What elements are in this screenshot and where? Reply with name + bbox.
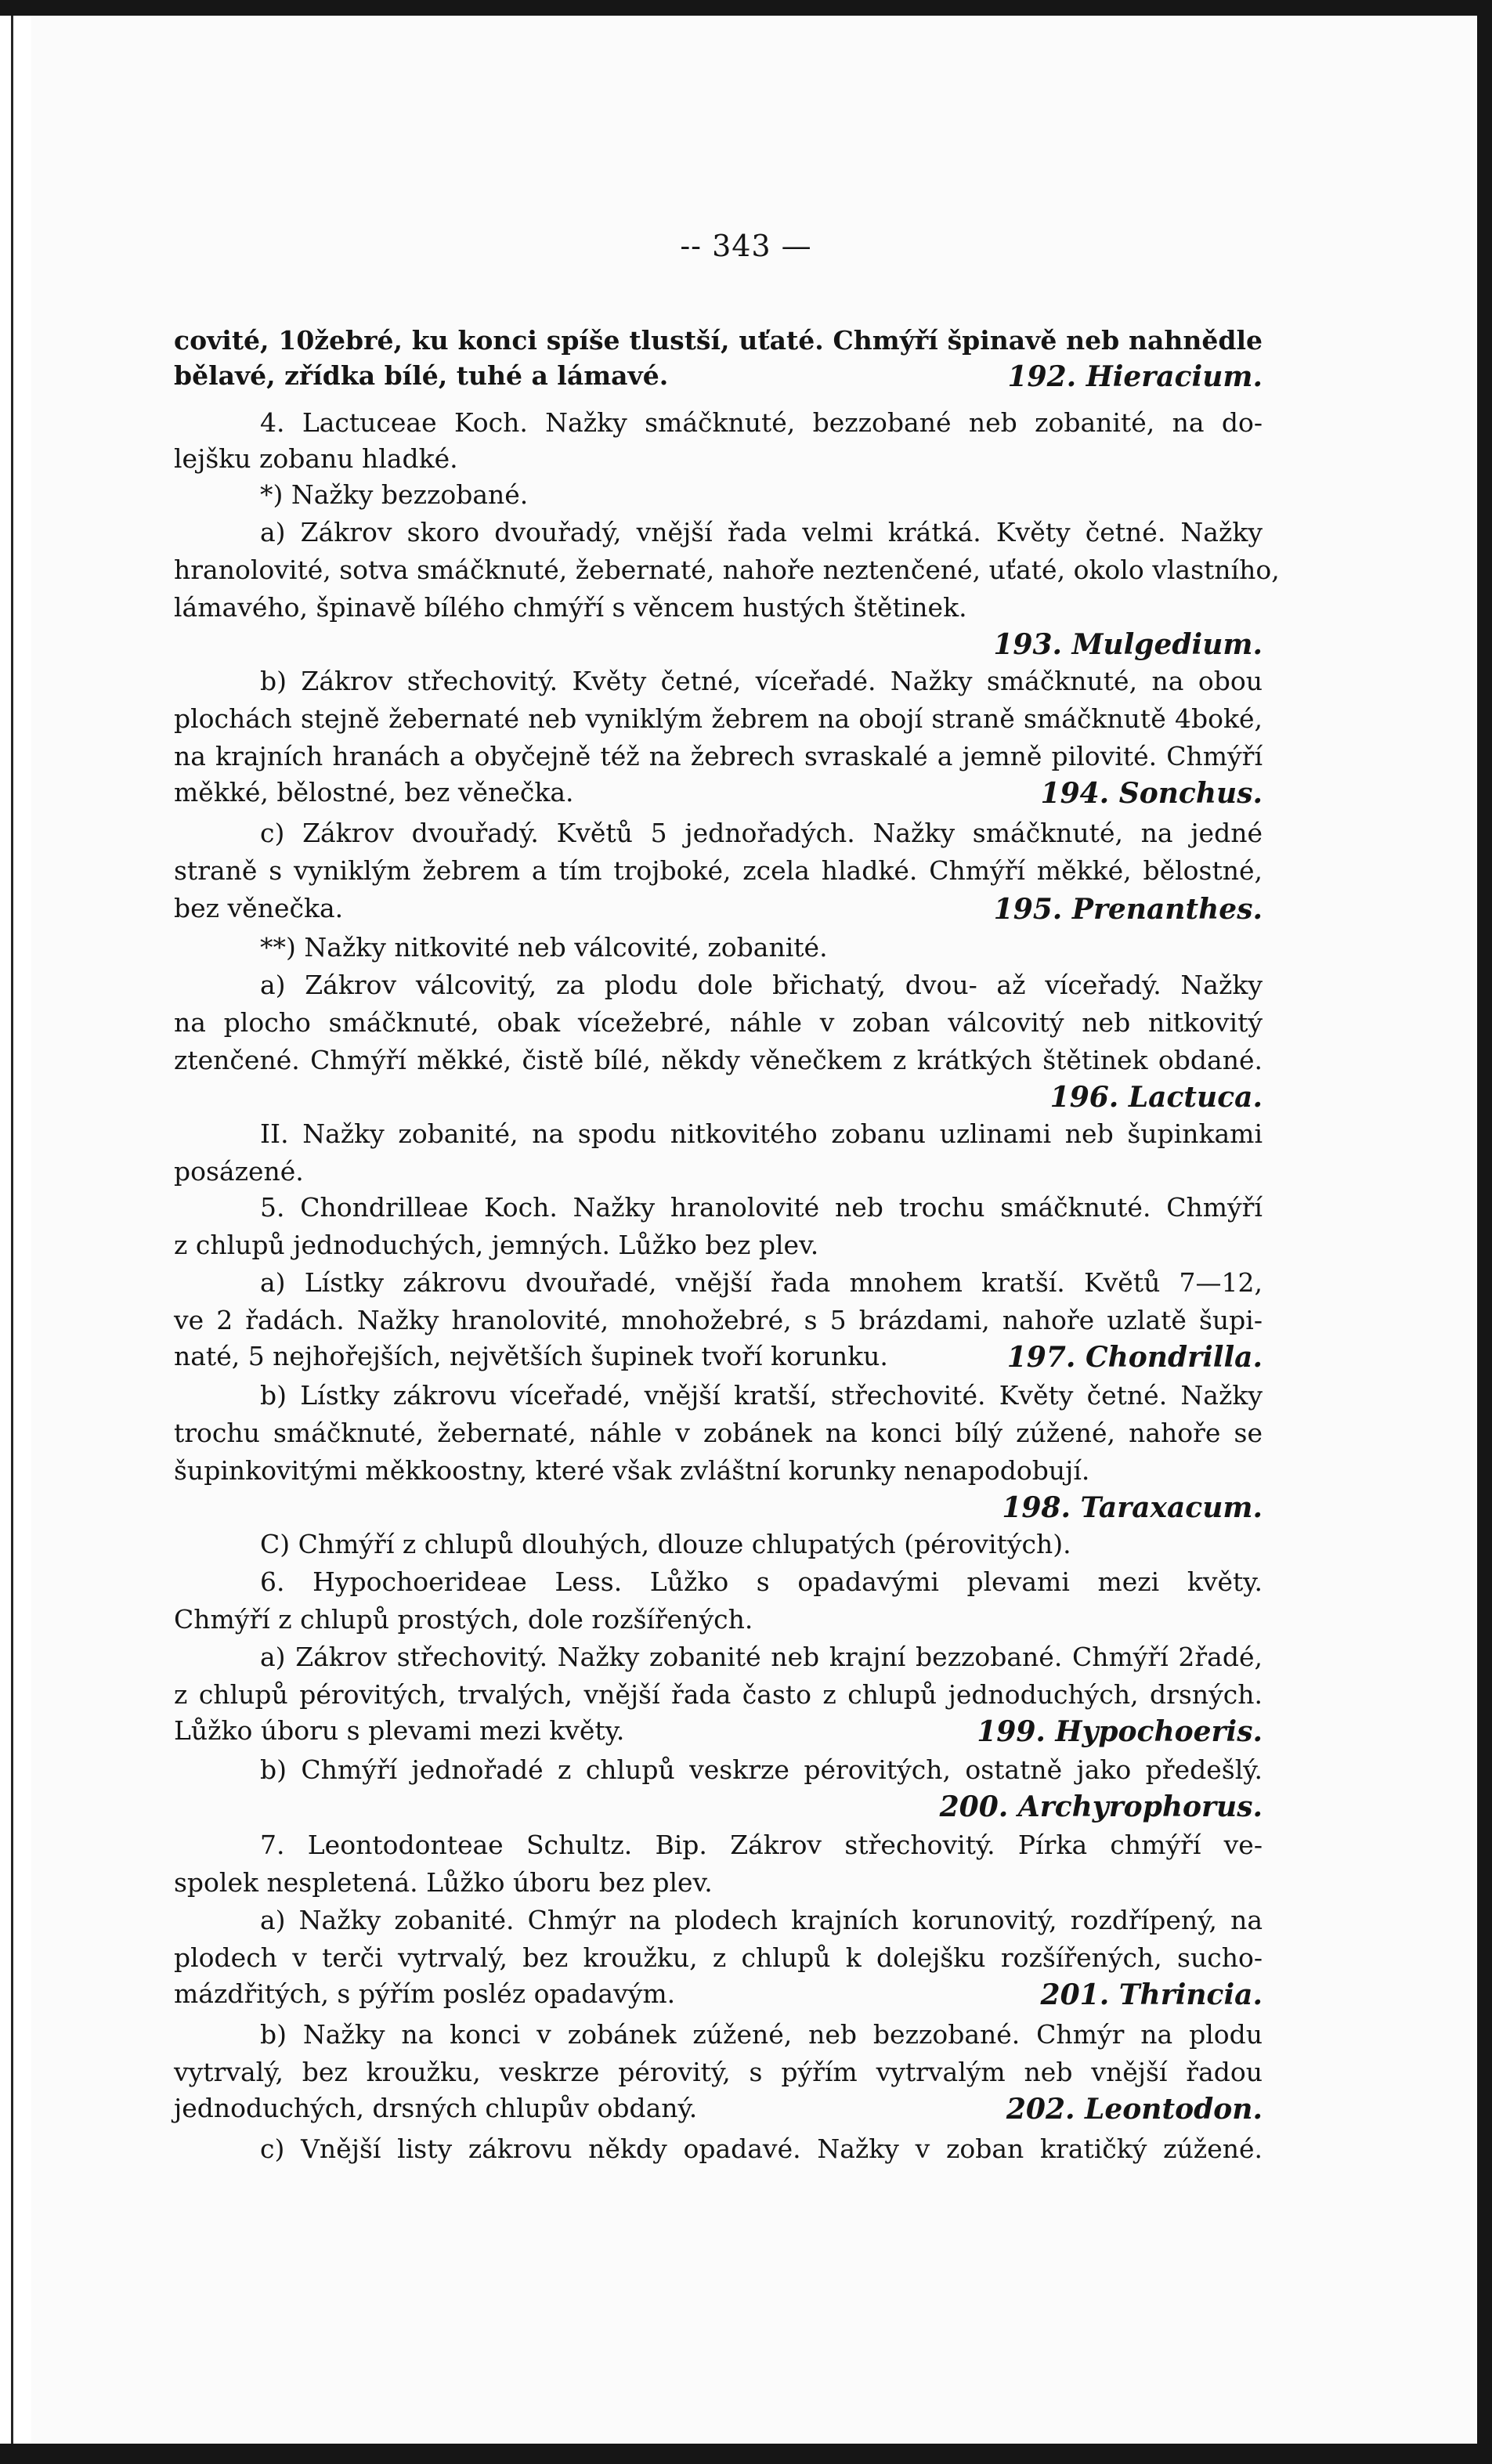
text-line: *) Nažky bezzobané.: [260, 479, 529, 510]
scan-edge-bottom: [0, 2444, 1492, 2464]
text-line: C) Chmýří z chlupů dlouhých, dlouze chlupatých (pérovitých).: [260, 1529, 1071, 1559]
text-line: lejšku zobanu hladké.: [174, 443, 458, 474]
genus-heading: 192. Hieracium.: [1007, 360, 1263, 393]
text-line: vytrvalý, bez kroužku, veskrze pérovitý, s pýřím vytrvalým neb vnější řadou: [174, 2057, 1263, 2087]
page-number: -- 343 —: [680, 229, 812, 263]
text-line: [174, 777, 1263, 808]
genus-heading: 197. Chondrilla.: [1006, 1341, 1263, 1374]
genus-heading: 202. Leontodon.: [1006, 2093, 1263, 2126]
genus-heading: 194. Sonchus.: [1040, 777, 1263, 810]
text-line: ztenčené. Chmýří měkké, čistě bílé, někdy věnečkem z krátkých štětinek obdané.: [174, 1045, 1263, 1075]
genus-heading: 195. Prenanthes.: [993, 893, 1263, 926]
text-line: spolek nespletená. Lůžko úboru bez plev.: [174, 1867, 713, 1898]
text-line: a) Zákrov střechovitý. Nažky zobanité neb krajní bezzobané. Chmýří 2řadé,: [260, 1642, 1263, 1672]
text-line: 4. Lactuceae Koch. Nažky smáčknuté, bezzobané neb zobanité, na do-: [260, 407, 1263, 438]
text-line: šupinkovitými měkkoostny, které však zvláštní korunky nenapodobují.: [174, 1455, 1090, 1486]
text-line: [174, 2093, 1263, 2124]
text-line: c) Vnější listy zákrovu někdy opadavé. Nažky v zoban kratičký zúžené.: [260, 2133, 1263, 2164]
text-line-part: naté, 5 nejhořejších, největších šupinek tvoří korunku.: [174, 1341, 888, 1371]
text-line: II. Nažky zobanité, na spodu nitkovitého zobanu uzlinami neb šupinkami: [260, 1118, 1263, 1149]
text-line-part: bělavé, zřídka bílé, tuhé a lámavé.: [174, 360, 669, 391]
text-line-part: měkké, bělostné, bez věnečka.: [174, 777, 574, 807]
scan-edge-right: [1477, 0, 1492, 2464]
text-line: [174, 1715, 1263, 1747]
genus-heading: 198. Taraxacum.: [1002, 1491, 1263, 1524]
text-line: a) Zákrov skoro dvouřadý, vnější řada velmi krátká. Květy četné. Nažky: [260, 517, 1263, 547]
text-line: na plocho smáčknuté, obak vícežebré, náhle v zoban válcovitý neb nitkovitý: [174, 1007, 1263, 1038]
text-line: [174, 1978, 1263, 2010]
text-line: ve 2 řadách. Nažky hranolovité, mnohožebré, s 5 brázdami, nahoře uzlatě šupi-: [174, 1305, 1263, 1335]
scan-edge-top: [0, 0, 1492, 16]
text-line: plochách stejně žebernaté neb vyniklým žebrem na obojí straně smáčknutě 4boké,: [174, 703, 1263, 734]
text-line: b) Nažky na konci v zobánek zúžené, neb bezzobané. Chmýr na plodu: [260, 2019, 1263, 2050]
text-line: [174, 893, 1263, 924]
text-line: [174, 360, 1263, 392]
genus-heading: 199. Hypochoeris.: [977, 1715, 1263, 1748]
text-line: lámavého, špinavě bílého chmýří s věncem hustých štětinek.: [174, 592, 967, 623]
genus-heading: 201. Thrincia.: [1040, 1978, 1263, 2011]
text-line: straně s vyniklým žebrem a tím trojboké, zcela hladké. Chmýří měkké, bělostné,: [174, 855, 1263, 886]
text-line: a) Zákrov válcovitý, za plodu dole břichatý, dvou- až víceřadý. Nažky: [260, 970, 1263, 1000]
text-line: 7. Leontodonteae Schultz. Bip. Zákrov střechovitý. Pírka chmýří ve-: [260, 1830, 1263, 1860]
text-line: c) Zákrov dvouřadý. Květů 5 jednořadých. Nažky smáčknuté, na jedné: [260, 818, 1263, 848]
text-line: [174, 1341, 1263, 1372]
text-line: **) Nažky nitkovité neb válcovité, zobanité.: [260, 932, 828, 963]
text-line-part: bez věnečka.: [174, 893, 344, 923]
text-line: a) Lístky zákrovu dvouřadé, vnější řada mnohem kratší. Květů 7—12,: [260, 1267, 1263, 1298]
genus-heading: 196. Lactuca.: [1049, 1081, 1263, 1114]
genus-heading: 193. Mulgedium.: [993, 628, 1263, 661]
text-line: z chlupů pérovitých, trvalých, vnější řada často z chlupů jednoduchých, drsných.: [174, 1679, 1263, 1710]
text-line: trochu smáčknuté, žebernaté, náhle v zobánek na konci bílý zúžené, nahoře se: [174, 1418, 1263, 1448]
text-line-part: Lůžko úboru s plevami mezi květy.: [174, 1715, 625, 1746]
text-line: b) Lístky zákrovu víceřadé, vnější kratší, střechovité. Květy četné. Nažky: [260, 1380, 1263, 1411]
text-line: covité, 10žebré, ku konci spíše tlustší, uťaté. Chmýří špinavě neb nahnědle: [174, 325, 1263, 356]
text-line: posázené.: [174, 1156, 304, 1187]
genus-heading: 200. Archyrophorus.: [939, 1790, 1263, 1823]
scan-fold-line: [11, 16, 13, 2444]
text-line: a) Nažky zobanité. Chmýr na plodech krajních korunovitý, rozdřípený, na: [260, 1905, 1263, 1935]
text-line: 6. Hypochoerideae Less. Lůžko s opadavými plevami mezi květy.: [260, 1566, 1263, 1597]
text-line: Chmýří z chlupů prostých, dole rozšířených.: [174, 1604, 753, 1635]
text-line: na krajních hranách a obyčejně též na žebrech svraskalé a jemně pilovité. Chmýří: [174, 741, 1263, 771]
text-line: hranolovité, sotva smáčknuté, žebernaté, nahoře neztenčené, uťaté, okolo vlastního,: [174, 555, 1280, 585]
text-line-part: jednoduchých, drsných chlupův obdaný.: [174, 2093, 698, 2123]
text-line: b) Chmýří jednořadé z chlupů veskrze pérovitých, ostatně jako předešlý.: [260, 1754, 1263, 1785]
text-line: plodech v terči vytrvalý, bez kroužku, z chlupů k dolejšku rozšířených, sucho-: [174, 1942, 1263, 1973]
text-line: b) Zákrov střechovitý. Květy četné, víceřadé. Nažky smáčknuté, na obou: [260, 666, 1263, 696]
text-line: z chlupů jednoduchých, jemných. Lůžko bez plev.: [174, 1230, 819, 1260]
text-line-part: mázdřitých, s pýřím posléz opadavým.: [174, 1978, 676, 2009]
text-line: 5. Chondrilleae Koch. Nažky hranolovité neb trochu smáčknuté. Chmýří: [260, 1192, 1263, 1223]
